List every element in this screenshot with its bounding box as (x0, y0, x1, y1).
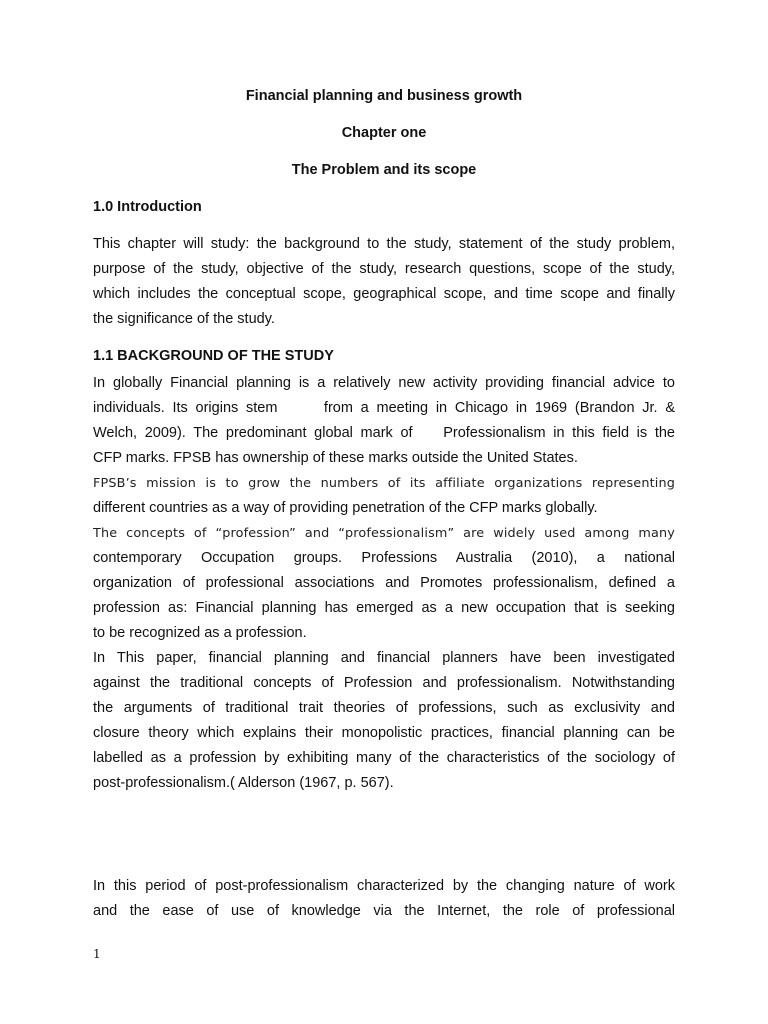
background-paragraph (93, 371, 675, 796)
introduction-paragraph (93, 232, 675, 332)
text-line: FPSB’s mission is to grow the numbers of its affiliate organizations representing (93, 476, 675, 491)
text-line: post-professionalism.( Alderson (1967, p. 567). (93, 775, 394, 791)
text-line: the significance of the study. (93, 311, 275, 327)
text-line: different countries as a way of providing penetration of the CFP marks globally. (93, 500, 598, 516)
text-line: organization of professional associations and Promotes professionalism, defined a (93, 575, 675, 591)
text-line: CFP marks. FPSB has ownership of these marks outside the United States. (93, 450, 578, 466)
introduction-heading: 1.0 Introduction (93, 199, 202, 215)
text-line: In This paper, financial planning and financial planners have been investigated (93, 650, 675, 666)
document-title: Financial planning and business growth (245, 88, 523, 104)
text-line: closure theory which explains their monopolistic practices, financial planning can be (93, 725, 675, 741)
text-line: the arguments of traditional trait theories of professions, such as exclusivity and (93, 700, 675, 716)
chapter-label: Chapter one (341, 125, 427, 141)
chapter-subtitle: The Problem and its scope (291, 162, 477, 178)
background-heading: 1.1 BACKGROUND OF THE STUDY (93, 348, 334, 364)
text-line: purpose of the study, objective of the study, research questions, scope of the study, (93, 261, 675, 277)
text-line: Welch, 2009). The predominant global mark of Professionalism in this field is the (93, 425, 675, 441)
text-line: In globally Financial planning is a relatively new activity providing financial advice to (93, 375, 675, 391)
text-line: This chapter will study: the background to the study, statement of the study problem, (93, 236, 675, 252)
text-line: to be recognized as a profession. (93, 625, 307, 641)
text-line: In this period of post-professionalism characterized by the changing nature of work (93, 878, 675, 894)
text-line: which includes the conceptual scope, geographical scope, and time scope and finally (93, 286, 675, 302)
text-line: against the traditional concepts of Profession and professionalism. Notwithstanding (93, 675, 675, 691)
text-line: individuals. Its origins stem from a meeting in Chicago in 1969 (Brandon Jr. & (93, 400, 675, 416)
post-professionalism-paragraph (93, 874, 675, 924)
text-line: profession as: Financial planning has emerged as a new occupation that is seeking (93, 600, 675, 616)
text-line: labelled as a profession by exhibiting many of the characteristics of the sociology of (93, 750, 675, 766)
text-line: contemporary Occupation groups. Professions Australia (2010), a national (93, 550, 675, 566)
text-line: The concepts of “profession” and “professionalism” are widely used among many (93, 526, 675, 541)
text-line: and the ease of use of knowledge via the Internet, the role of professional (93, 903, 675, 919)
page-number: 1 (93, 947, 101, 961)
